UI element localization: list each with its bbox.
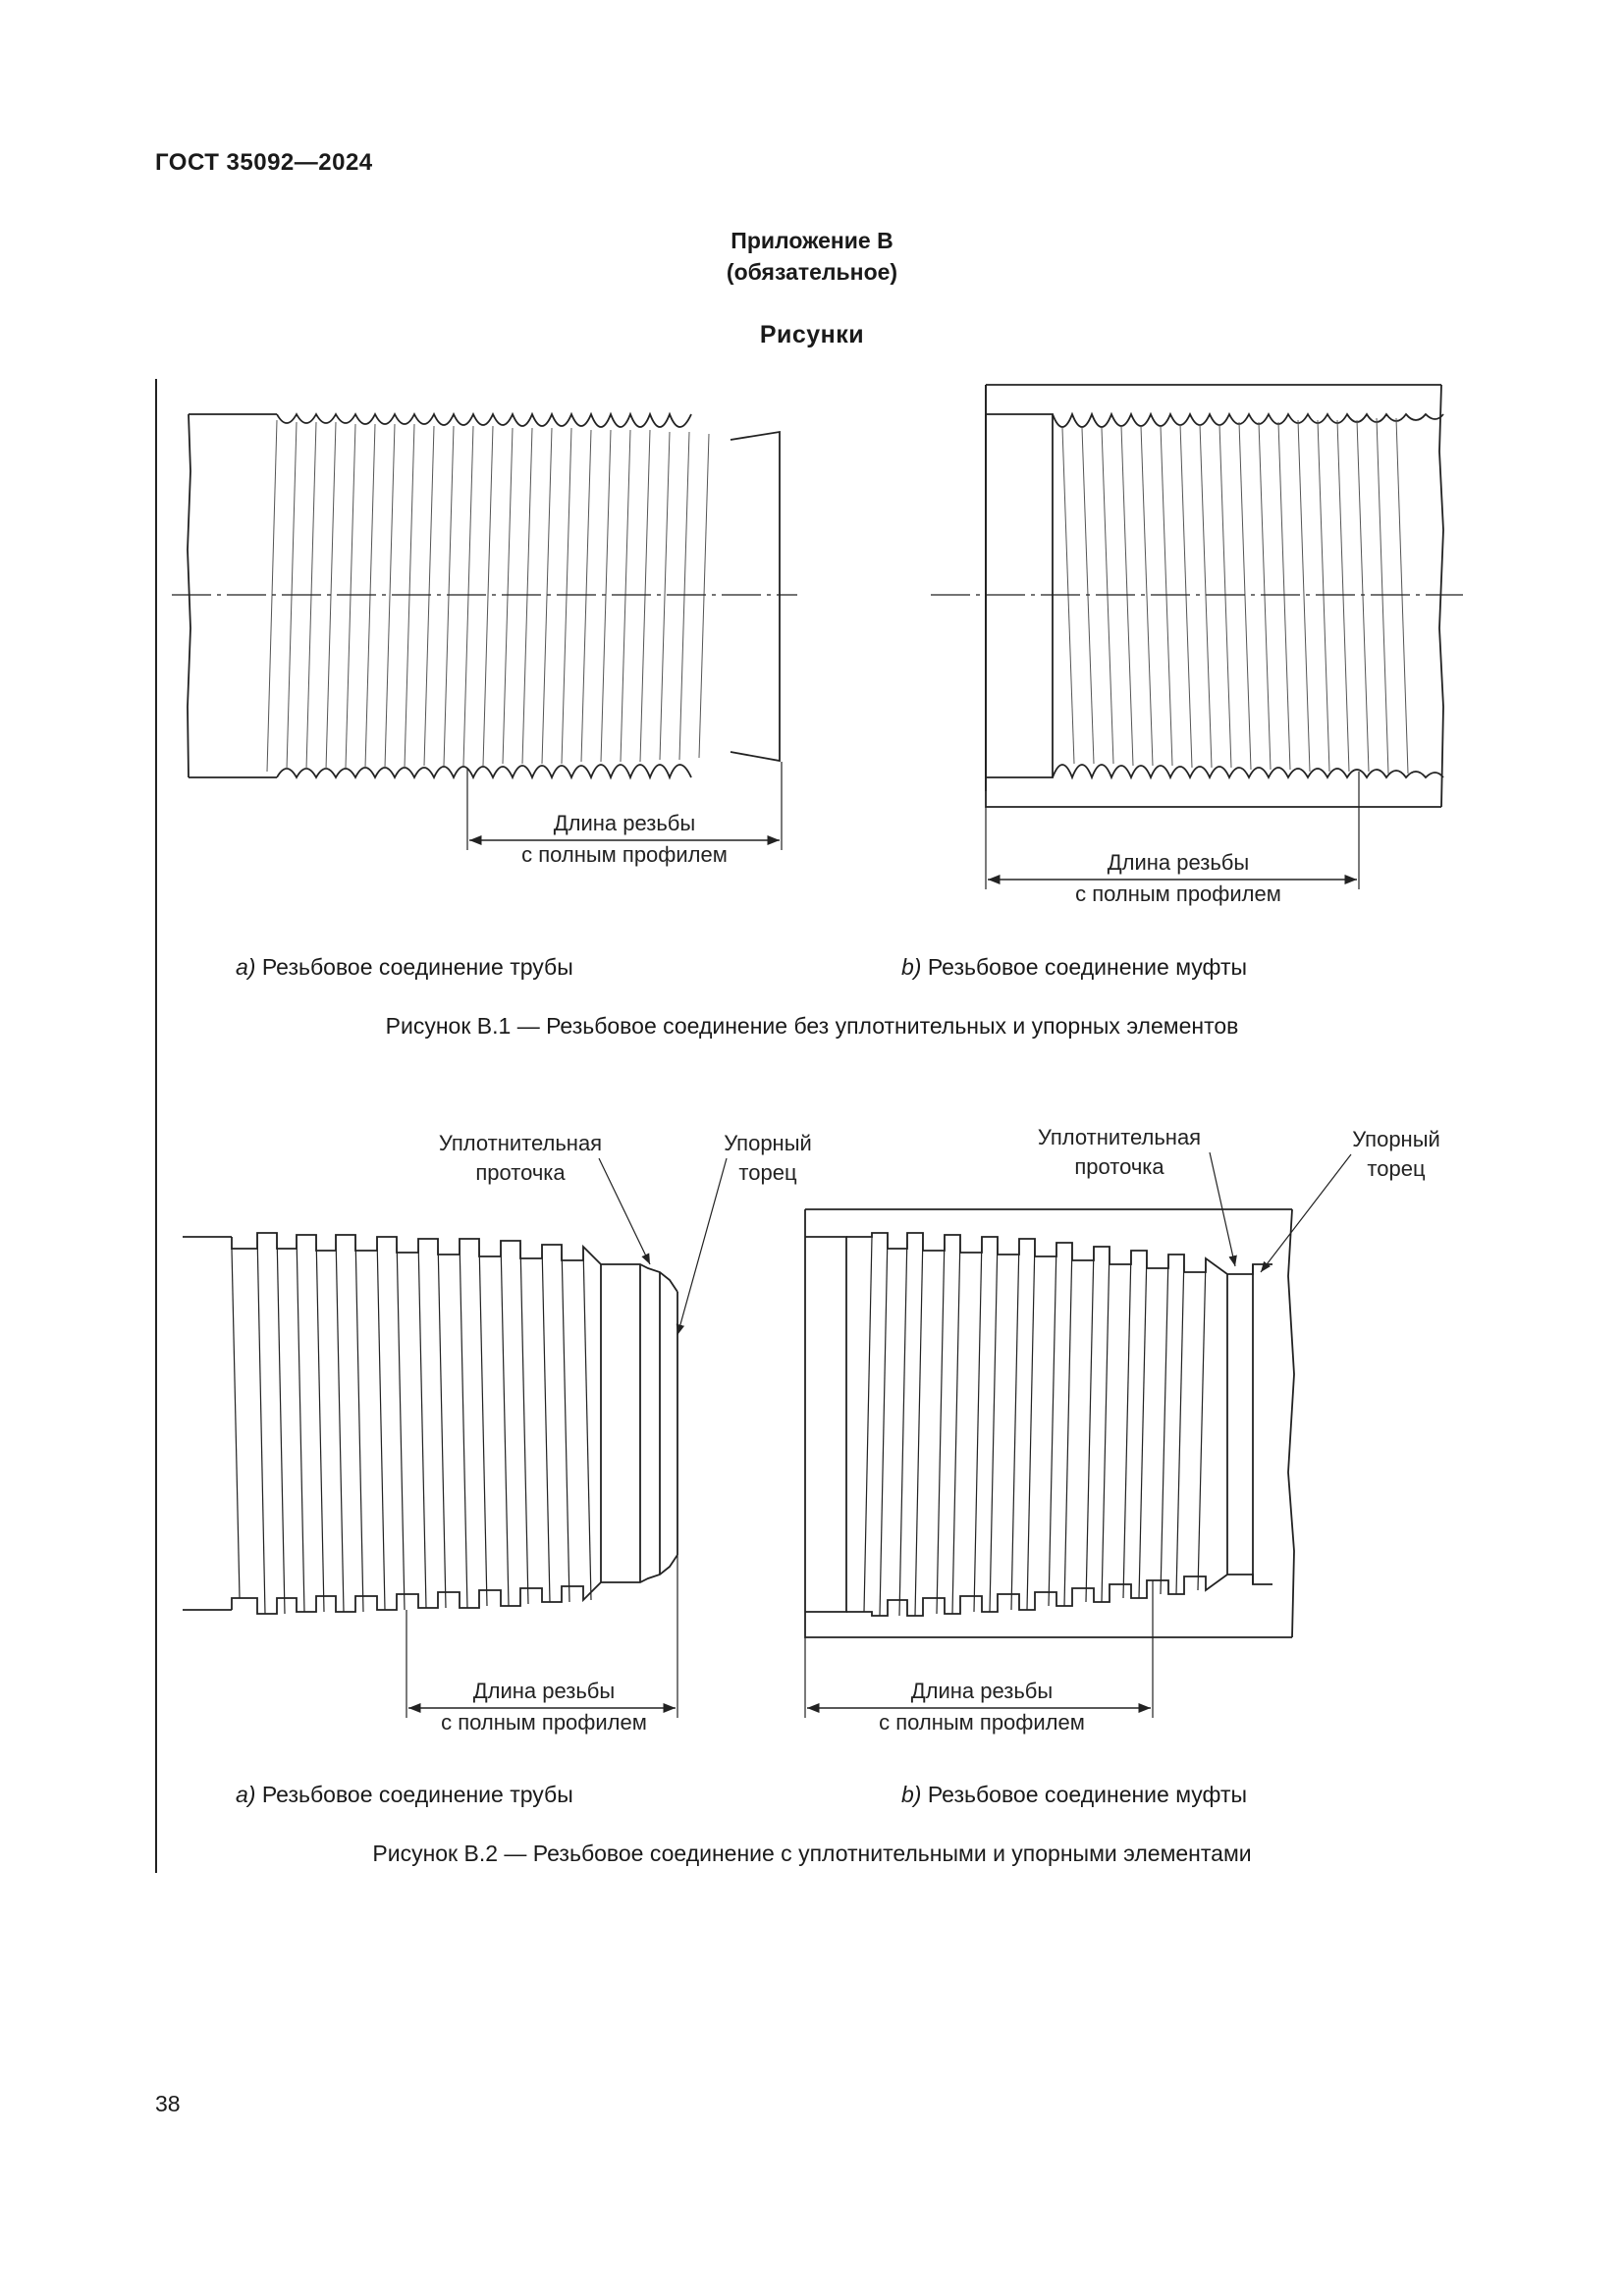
figure-b2a-text: Резьбовое соединение трубы — [261, 1782, 573, 1807]
document-header: ГОСТ 35092—2024 — [155, 149, 373, 176]
figure-b2b-stop-line2: торец — [1367, 1156, 1426, 1181]
figure-b1-drawing — [0, 0, 1624, 982]
figure-b2b-stop-line1: Упорный — [1352, 1127, 1440, 1151]
figure-b2-drawing — [0, 1099, 1624, 1777]
appendix-title: Приложение В — [731, 228, 893, 253]
figure-b2a-stop-line1: Упорный — [724, 1131, 812, 1155]
figure-b2b-coupling — [805, 1152, 1351, 1718]
figure-b1a-text: Резьбовое соединение трубы — [261, 954, 573, 980]
figure-b2a-dim-line2: с полным профилем — [441, 1710, 647, 1735]
figure-b2a-label — [236, 1782, 573, 1808]
figure-b1a-dim-line2: с полным профилем — [521, 842, 728, 867]
figure-b2b-seal-line2: проточка — [1074, 1154, 1164, 1179]
figure-b2-caption: Рисунок В.2 — Резьбовое соединение с уплотнительными и упорными элементами — [372, 1841, 1252, 1866]
page-number: 38 — [155, 2091, 181, 2116]
figure-b1b-dim-line2: с полным профилем — [1075, 881, 1281, 906]
figure-b2a-prefix: a) — [236, 1782, 256, 1807]
figure-b1b-label — [901, 954, 1247, 981]
figure-b1a-dim-line1: Длина резьбы — [553, 811, 696, 835]
figure-b2b-text: Резьбовое соединение муфты — [927, 1782, 1248, 1807]
figure-b1b-prefix: b) — [901, 954, 922, 980]
figure-b1b-dim-line1: Длина резьбы — [1107, 850, 1250, 875]
figure-b1a-label — [236, 954, 573, 981]
figure-b1b-coupling — [931, 385, 1463, 889]
figure-b2a-seal-line1: Уплотнительная — [438, 1131, 603, 1155]
figure-b2b-dim-line2: с полным профилем — [879, 1710, 1085, 1735]
section-title: Рисунки — [759, 321, 865, 348]
figure-b2b-seal-line1: Уплотнительная — [1037, 1125, 1202, 1149]
figure-b2a-stop-line2: торец — [738, 1160, 797, 1185]
figure-b2b-label — [901, 1782, 1247, 1808]
figure-b2a-pipe — [183, 1158, 727, 1718]
figure-b1a-pipe — [172, 414, 797, 850]
figure-b2a-dim-line1: Длина резьбы — [472, 1679, 616, 1703]
appendix-type: (обязательное) — [726, 259, 898, 285]
figure-b1a-prefix: a) — [236, 954, 256, 980]
figure-b1b-text: Резьбовое соединение муфты — [927, 954, 1248, 980]
figure-b2b-prefix: b) — [901, 1782, 922, 1807]
figure-b1-caption: Рисунок В.1 — Резьбовое соединение без уплотнительных и упорных элементов — [385, 1013, 1239, 1039]
figure-b2a-seal-line2: проточка — [475, 1160, 566, 1185]
figure-b2b-dim-line1: Длина резьбы — [910, 1679, 1054, 1703]
